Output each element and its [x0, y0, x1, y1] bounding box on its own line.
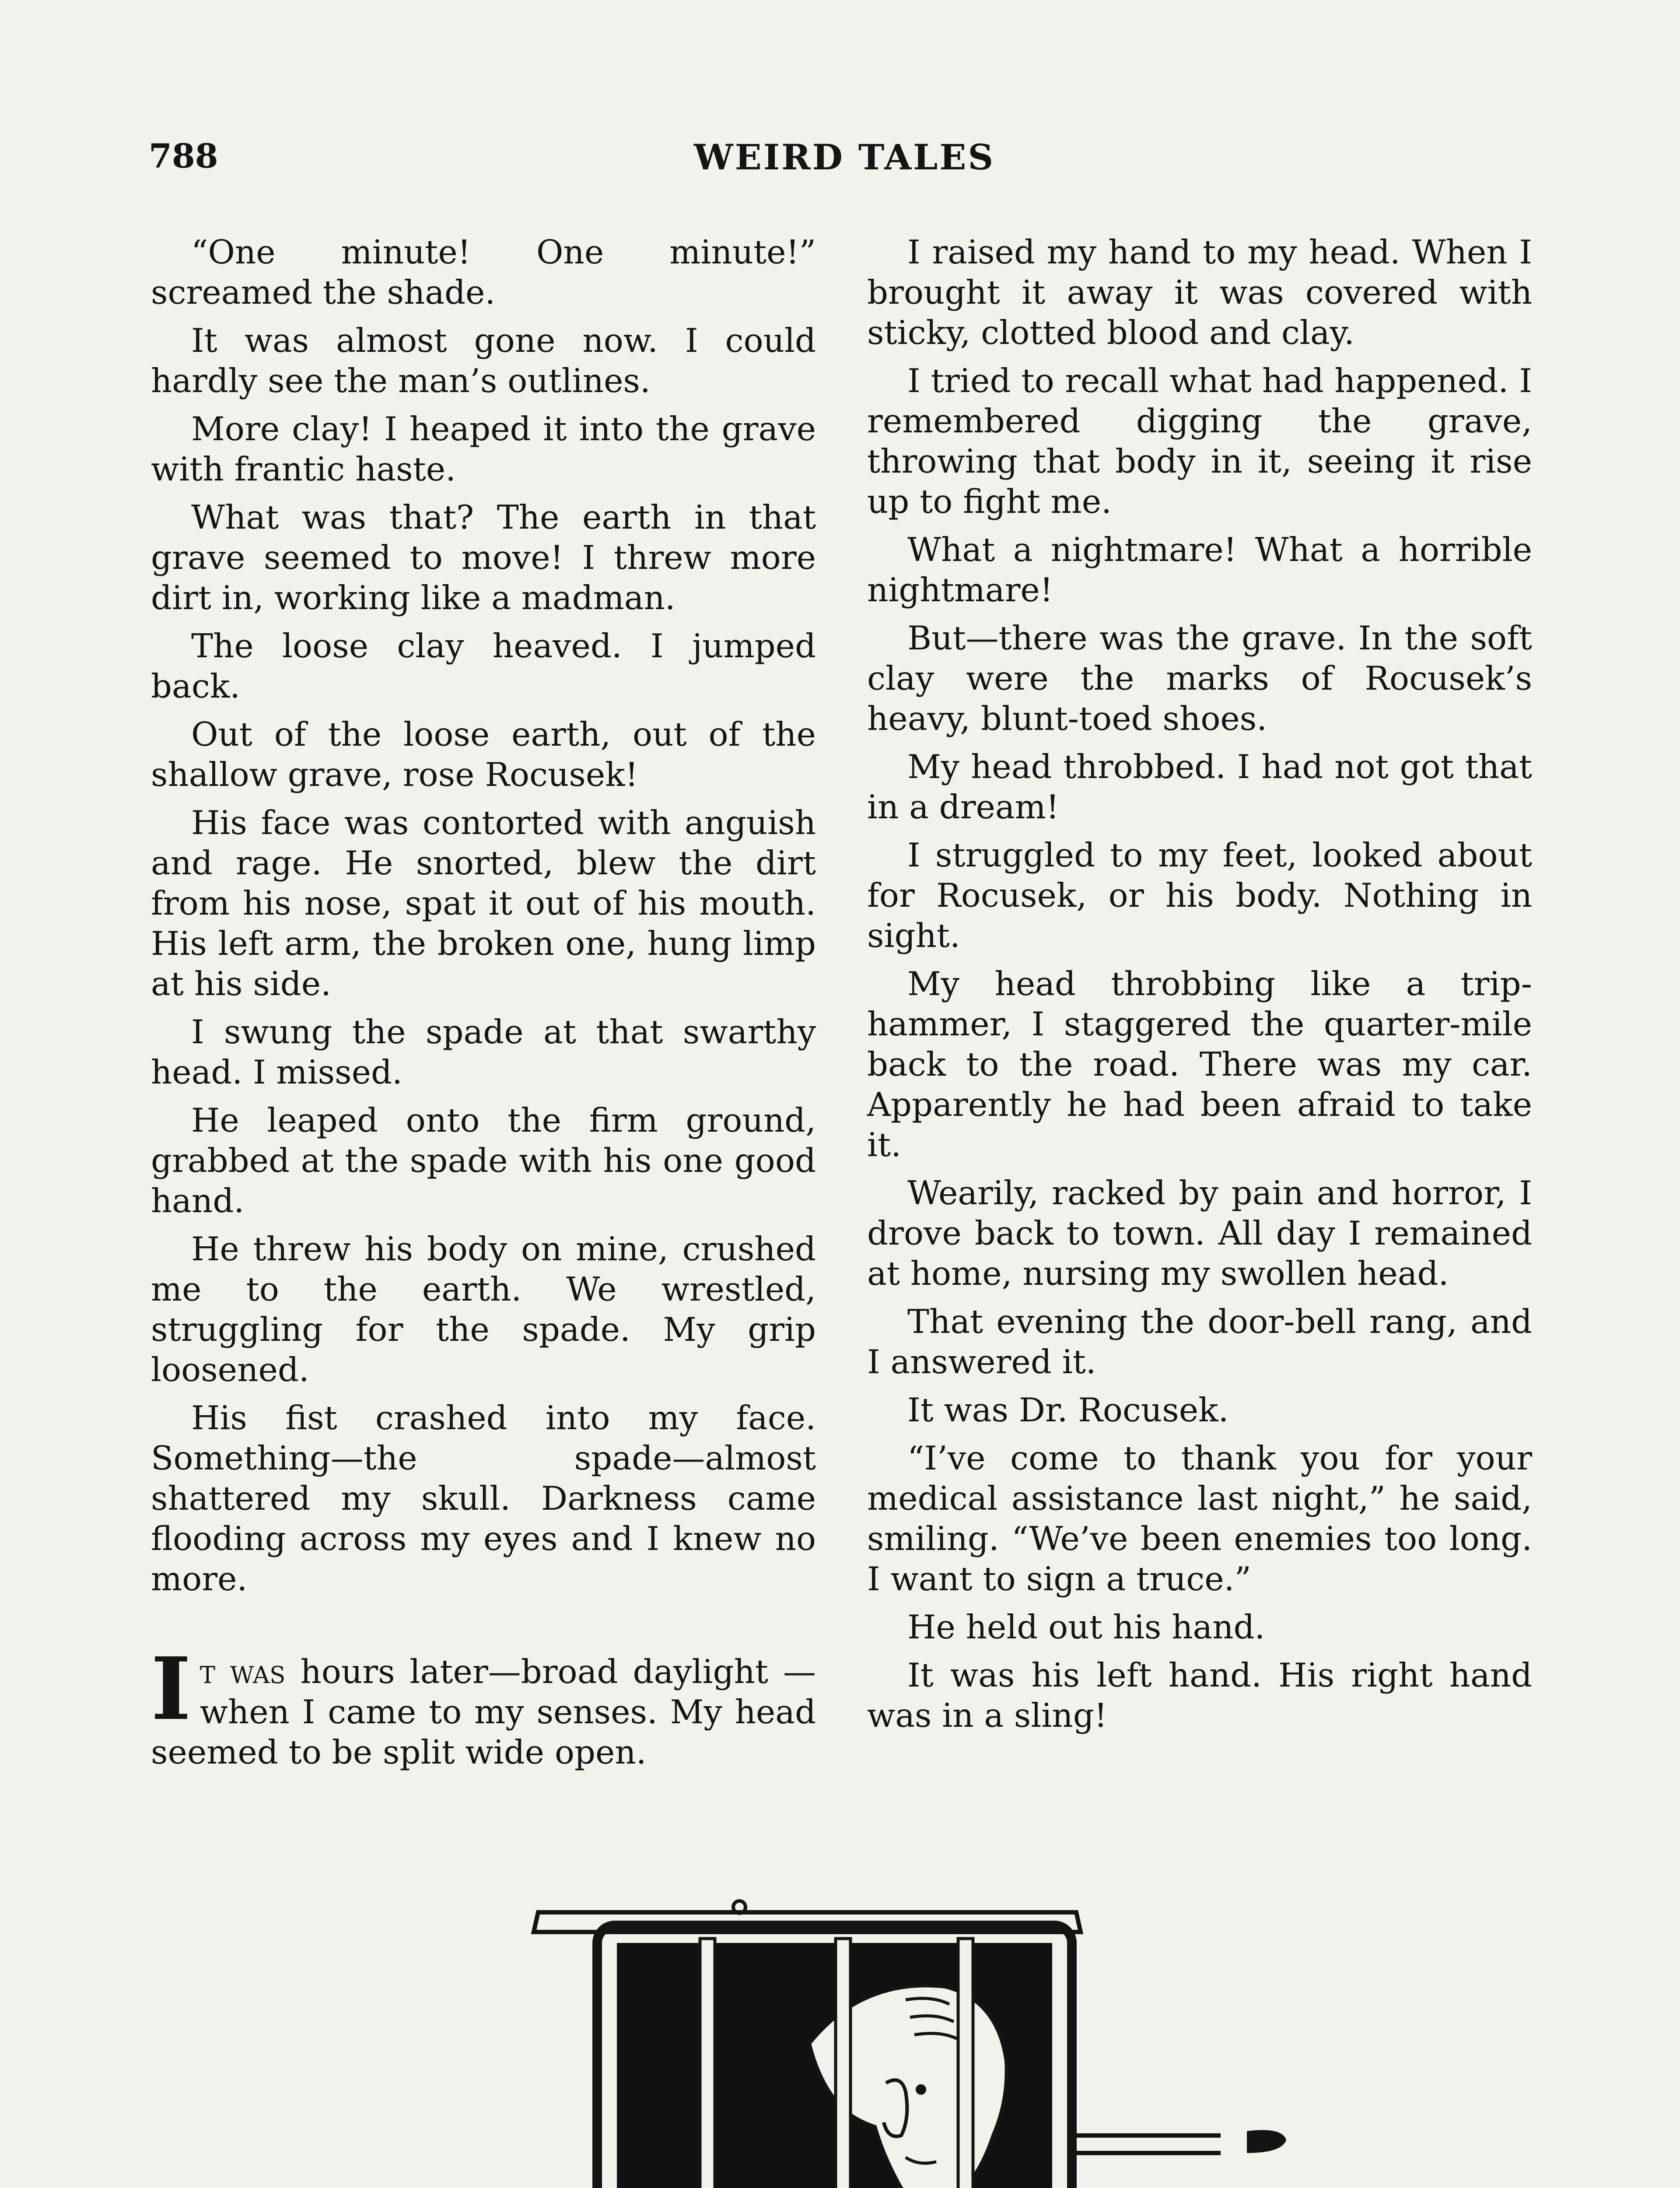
- paragraph: But—there was the grave. In the soft clay were the marks of Rocusek’s heavy, blunt-toed shoes.: [867, 619, 1532, 738]
- left-column: [151, 232, 816, 1780]
- running-title: WEIRD TALES: [693, 137, 995, 178]
- paragraph: It was almost gone now. I could hardly see the man’s outlines.: [151, 321, 816, 400]
- paragraph: I swung the spade at that swarthy head. I missed.: [151, 1013, 816, 1091]
- paragraph: What was that? The earth in that grave seemed to move! I threw more dirt in, working like a madman.: [151, 498, 816, 617]
- paragraph: My head throbbed. I had not got that in a dream!: [867, 747, 1532, 826]
- paragraph: My head throbbing like a trip-hammer, I staggered the quarter-mile back to the road. There was my car. Apparently he had been afraid to take it.: [867, 964, 1532, 1164]
- stone-shape: [1247, 2130, 1286, 2153]
- paragraph: Wearily, racked by pain and horror, I drove back to town. All day I remained at home, nursing my swollen head.: [867, 1174, 1532, 1293]
- paragraph: He leaped onto the firm ground, grabbed at the spade with his one good hand.: [151, 1101, 816, 1220]
- section-break-text: hours later—broad daylight —when I came to my senses. My head seemed to be split wide open.: [151, 1652, 816, 1771]
- paragraph: It was his left hand. His right hand was in a sling!: [867, 1656, 1532, 1735]
- small-caps-lead: t was: [200, 1652, 286, 1691]
- cage-bar: [836, 1939, 850, 2188]
- drop-cap: I: [151, 1639, 191, 1739]
- paragraph: “I’ve come to thank you for your medical assistance last night,” he said, smiling. “We’ve been enemies too long. I want to sign a truce.”: [867, 1439, 1532, 1598]
- paragraph: His fist crashed into my face. Something—the spade—almost shattered my skull. Darkness came flooding across my eyes and I knew no more.: [151, 1399, 816, 1598]
- paragraph: It was Dr. Rocusek.: [907, 1391, 1229, 1429]
- paragraph: That evening the door-bell rang, and I answered it.: [867, 1302, 1532, 1381]
- paragraph: More clay! I heaped it into the grave with frantic haste.: [151, 410, 816, 488]
- cage-bar: [958, 1939, 973, 2188]
- paragraph: “One minute! One minute!” screamed the shade.: [151, 233, 816, 312]
- section-break-paragraph: [151, 1639, 816, 1772]
- page-number: 788: [149, 137, 218, 175]
- paragraph: Out of the loose earth, out of the shallow grave, rose Rocusek!: [151, 715, 816, 794]
- cage-handle: [1072, 2135, 1221, 2153]
- paragraph: He threw his body on mine, crushed me to the earth. We wrestled, struggling for the spade. My grip loosened.: [151, 1230, 816, 1389]
- paragraph: I tried to recall what had happened. I remembered digging the grave, throwing that body in it, seeing it rise up to fight me.: [867, 361, 1532, 521]
- paragraph: I raised my hand to my head. When I brought it away it was covered with sticky, clotted blood and clay.: [867, 233, 1532, 352]
- paragraph: I struggled to my feet, looked about for Rocusek, or his body. Nothing in sight.: [867, 836, 1532, 955]
- right-column: [867, 232, 1532, 1743]
- cage-bar: [700, 1939, 715, 2188]
- paragraph: The loose clay heaved. I jumped back.: [151, 627, 816, 705]
- caged-man-illustration: [162, 1855, 1540, 2188]
- page-header: [144, 137, 1544, 185]
- paragraph: His face was contorted with anguish and rage. He snorted, blew the dirt from his nose, spat it out of his mouth. His left arm, the broken one, hung limp at his side.: [151, 803, 816, 1003]
- paragraph: He held out his hand.: [907, 1608, 1265, 1646]
- paragraph: What a nightmare! What a horrible nightmare!: [867, 530, 1532, 609]
